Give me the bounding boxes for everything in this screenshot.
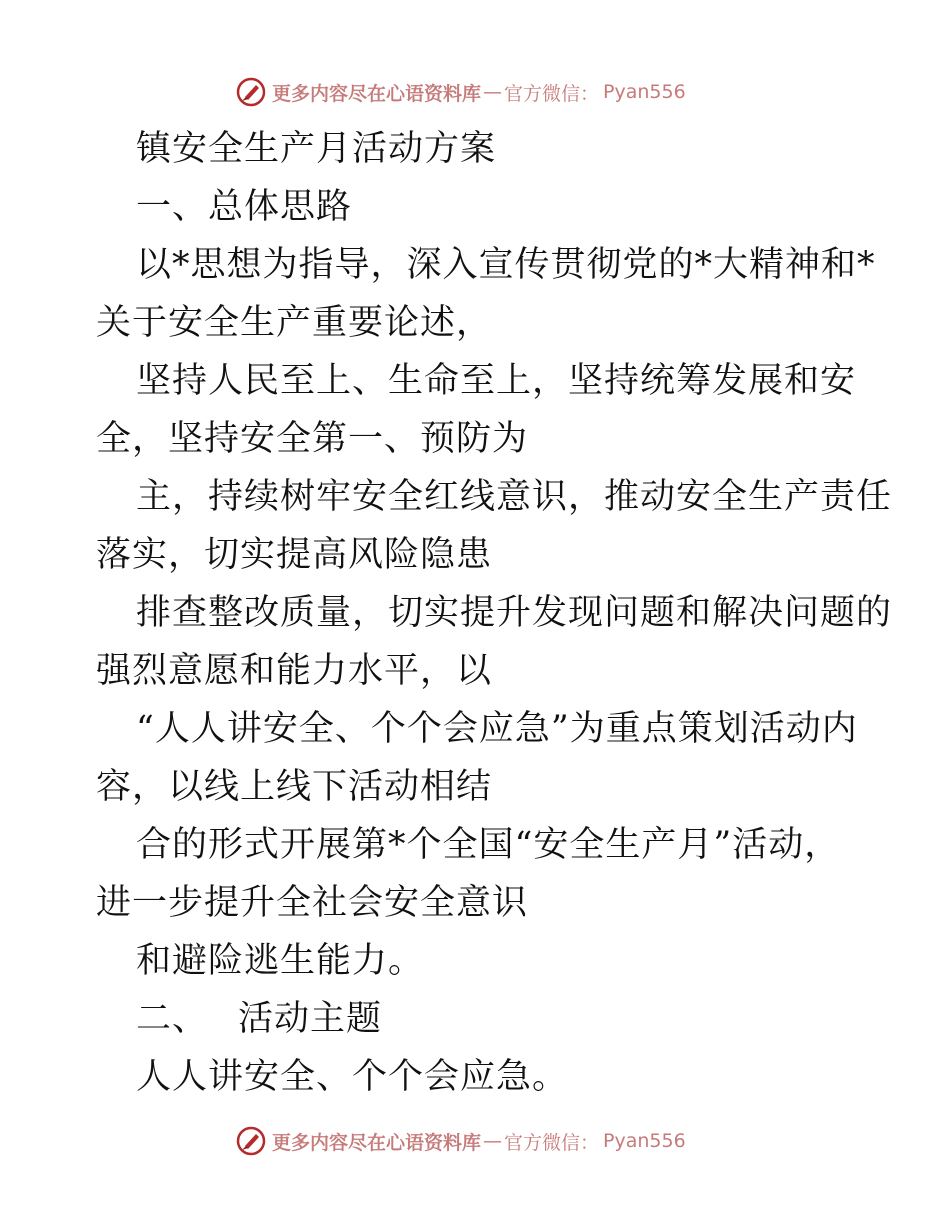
watermark-dash: —: [483, 1130, 503, 1152]
paragraph-line: 落实，切实提高风险隐患: [96, 535, 493, 575]
paragraph-line: 关于安全生产重要论述，: [96, 303, 493, 343]
header-watermark: [236, 72, 686, 112]
paragraph-line: 强烈意愿和能力水平，以: [96, 651, 493, 691]
watermark-dash: —: [483, 81, 503, 103]
theme-text: 人人讲安全、个个会应急。: [136, 1057, 569, 1097]
logo-icon: [236, 77, 266, 107]
paragraph-line: 主，持续树牢安全红线意识，推动安全生产责任: [136, 477, 893, 517]
watermark-main-text: 更多内容尽在心语资料库: [272, 82, 482, 105]
watermark-sub-text: 官方微信：: [504, 82, 600, 105]
paragraph-line: 和避险逃生能力。: [136, 941, 425, 981]
section-title: 活动主题: [238, 999, 383, 1039]
paragraph-line: “人人讲安全、个个会应急”为重点策划活动内: [136, 709, 858, 749]
watermark-id: Pyan556: [603, 81, 686, 103]
section-number: 二、: [136, 999, 209, 1039]
paragraph-line: 全，坚持安全第一、预防为: [96, 419, 529, 459]
paragraph-line: 进一步提升全社会安全意识: [96, 883, 529, 923]
paragraph-line: 排查整改质量，切实提升发现问题和解决问题的: [136, 593, 893, 633]
paragraph-line: 合的形式开展第*个全国“安全生产月”活动，: [136, 825, 841, 865]
paragraph-line: 以*思想为指导，深入宣传贯彻党的*大精神和*: [136, 245, 876, 285]
section-heading-1: 一、总体思路: [136, 187, 353, 227]
watermark-sub-text: 官方微信：: [504, 1131, 600, 1154]
document-body: [96, 120, 893, 1106]
paragraph-line: 坚持人民至上、生命至上，坚持统筹发展和安: [136, 361, 857, 401]
paragraph-line: 容，以线上线下活动相结: [96, 767, 493, 807]
watermark-id: Pyan556: [603, 1130, 686, 1152]
watermark-main-text: 更多内容尽在心语资料库: [272, 1131, 482, 1154]
document-title: 镇安全生产月活动方案: [136, 129, 497, 169]
section-heading-2: [96, 990, 856, 1048]
footer-watermark: [236, 1121, 686, 1161]
logo-icon: [236, 1126, 266, 1156]
